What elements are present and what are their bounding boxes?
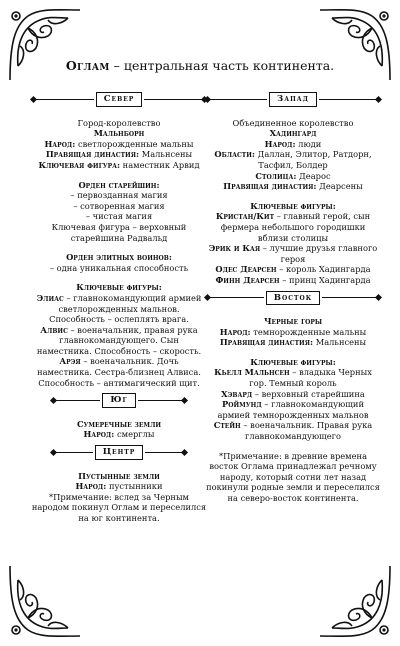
corner-ornament-icon [6, 562, 84, 640]
section-label: Восток [266, 291, 320, 306]
text-line: – одна уникальная способность [49, 262, 189, 273]
corner-ornament-icon [316, 562, 394, 640]
title-lead: Оглам [65, 58, 110, 73]
figure-entry: Роймунд – главнокомандующий армией темнорожденных мальнов [217, 399, 369, 420]
text-line: Народ: светлорожденные мальны [44, 138, 194, 149]
order-title: Орден старейшин: [78, 179, 160, 190]
text-line: Народ: темнорожденные мальны [219, 326, 367, 337]
text-line: Хадингард [269, 128, 317, 139]
text-line: Правящая династия: Мальнсены [219, 337, 367, 348]
text-line: Народ: пустынники [75, 481, 163, 492]
diamond-icon [181, 449, 188, 456]
region-name: Пустынные земли [78, 470, 160, 481]
text-line: Объединенное королевство [232, 117, 354, 128]
text-line: Мальнборн [93, 128, 145, 139]
figures-title: Ключевые фигуры: [76, 282, 162, 293]
section-label: Север [96, 92, 143, 107]
text-line: старейшина Радвальд [70, 232, 168, 243]
diamond-icon [50, 397, 57, 404]
text-line: Ключевая фигура: наместник Арвид [38, 159, 200, 170]
text-line: Правящая династия: Мальнсены [45, 149, 193, 160]
section-label: Запад [269, 92, 317, 107]
diamond-icon [204, 294, 211, 301]
text-line: Ключевая фигура – верховный [51, 221, 187, 232]
text-line: Столица: Деарос [255, 170, 331, 181]
text-line: Народ: смерглы [83, 429, 155, 440]
note: *Примечание: вслед за Черным народом покинул Оглам и переселился на юг континента. [31, 491, 207, 523]
region-name: Сумеречные земли [76, 418, 162, 429]
figure-entry: Алвис – военачальник, правая рука главнокомандующего. Сын наместника. Способность – скорость. [36, 324, 202, 356]
section-header-north [31, 92, 207, 107]
figure-entry: Арэя – военачальник. Дочь наместника. Сестра-близнец Алвиса. Способность – антимагический щит. [37, 356, 201, 388]
text-line: – чистая магия [85, 211, 153, 222]
diamond-icon [375, 294, 382, 301]
figure-entry: Эрик и Кая – лучшие друзья главного героя [208, 243, 378, 264]
diamond-icon [204, 96, 211, 103]
text-line: Области: Даллан, Элитор, Ратдорн, Тасфил, Болдер [214, 149, 372, 170]
section-header-east [205, 291, 381, 306]
text-line: Народ: люди [264, 138, 322, 149]
section-header-center [31, 445, 207, 460]
region-name: Черные горы [263, 316, 323, 327]
figures-title: Ключевые фигуры: [250, 200, 336, 211]
section-header-west [205, 92, 381, 107]
elite-title: Орден элитных воинов: [66, 252, 172, 263]
text-line: Город-королевство [77, 117, 161, 128]
figure-entry: Одес Деарсен – король Хадингарда [215, 264, 371, 275]
figure-entry: Кристан/Кит – главный герой, сын фермера небольшого городишки вблизи столицы [215, 211, 371, 243]
page-title [0, 58, 400, 73]
text-line: – сотворенная магия [73, 200, 165, 211]
left-column [31, 92, 207, 524]
figures-title: Ключевые фигуры: [250, 356, 336, 367]
diamond-icon [181, 397, 188, 404]
diamond-icon [30, 96, 37, 103]
figure-entry: Финн Деарсен – принц Хадингарда [215, 274, 371, 285]
figure-entry: Хэвард – верховный старейшина [221, 388, 365, 399]
diamond-icon [375, 96, 382, 103]
title-rest: – центральная часть континента. [109, 58, 335, 73]
text-line: – первозданная магия [70, 190, 168, 201]
right-column [205, 92, 381, 504]
section-header-south [31, 393, 207, 408]
note: *Примечание: в древние времена восток Оглама принадлежал речному народу, который сотни лет назад покинули родные земли и переселился на северо-восток континента. [206, 450, 380, 503]
section-label: Центр [95, 445, 144, 460]
figure-entry: Стейн – военачальник. Правая рука главнокомандующего [213, 420, 373, 442]
diamond-icon [50, 449, 57, 456]
figure-entry: Кьелл Мальнсен – владыка Черных гор. Темный король [214, 367, 372, 389]
figure-entry: Элиас – главнокомандующий армией светлорожденных мальнов. Способность – ослеплять врага. [36, 292, 202, 325]
section-label: Юг [102, 393, 135, 408]
text-line: Правящая династия: Деарсены [223, 181, 363, 192]
